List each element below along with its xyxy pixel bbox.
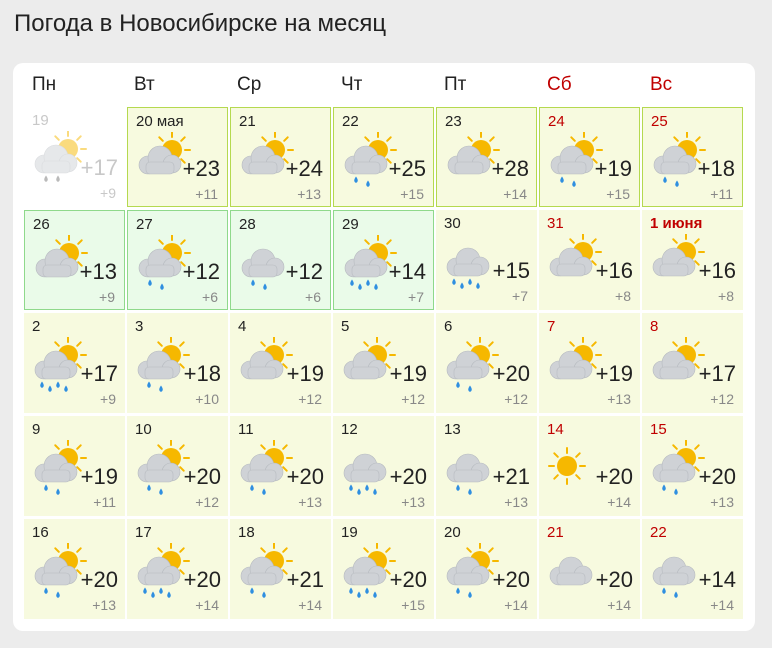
day-temperature: +20 xyxy=(595,567,633,592)
night-temperature: +8 xyxy=(615,288,631,304)
cloudy-sun-icon xyxy=(236,337,294,395)
day-number: 21 xyxy=(239,113,256,130)
night-temperature: +15 xyxy=(400,186,424,202)
day-cell[interactable] xyxy=(24,107,125,207)
day-number: 24 xyxy=(548,113,565,130)
cloudy-sun-heavy-rain-icon xyxy=(133,543,191,601)
day-cell[interactable] xyxy=(539,416,640,516)
night-temperature: +9 xyxy=(100,185,116,201)
day-temperature: +28 xyxy=(491,156,529,181)
weekday-label: Пн xyxy=(32,74,57,95)
night-temperature: +10 xyxy=(195,391,219,407)
day-cell[interactable] xyxy=(333,107,434,207)
cloudy-sun-rain-icon xyxy=(30,543,88,601)
day-number: 16 xyxy=(32,524,49,541)
day-cell[interactable] xyxy=(539,210,640,310)
day-cell[interactable] xyxy=(333,210,434,310)
day-cell[interactable] xyxy=(24,313,125,413)
day-temperature: +12 xyxy=(285,259,323,284)
day-number: 8 xyxy=(650,318,659,335)
night-temperature: +12 xyxy=(195,494,219,510)
night-temperature: +15 xyxy=(401,597,425,613)
night-temperature: +12 xyxy=(504,391,528,407)
day-cell[interactable] xyxy=(24,210,125,310)
night-temperature: +13 xyxy=(401,494,425,510)
night-temperature: +12 xyxy=(710,391,734,407)
day-number: 7 xyxy=(547,318,556,335)
day-temperature: +25 xyxy=(388,156,426,181)
day-temperature: +13 xyxy=(79,259,117,284)
cloudy-sun-heavy-rain-icon xyxy=(30,337,88,395)
weekday-label: Вс xyxy=(650,74,673,95)
day-cell[interactable] xyxy=(539,107,640,207)
weekday-label: Вт xyxy=(134,74,155,95)
day-temperature: +20 xyxy=(183,567,221,592)
day-temperature: +14 xyxy=(388,259,426,284)
night-temperature: +11 xyxy=(93,494,116,510)
weekday-label: Ср xyxy=(237,74,262,95)
night-temperature: +13 xyxy=(298,494,322,510)
day-cell[interactable] xyxy=(230,313,331,413)
day-temperature: +21 xyxy=(286,567,324,592)
cloudy-sun-rain-icon xyxy=(236,543,294,601)
day-number: 22 xyxy=(342,113,359,130)
night-temperature: +7 xyxy=(408,289,424,305)
day-temperature: +16 xyxy=(698,258,736,283)
day-cell[interactable] xyxy=(539,313,640,413)
day-temperature: +19 xyxy=(595,361,633,386)
day-cell[interactable] xyxy=(642,416,743,516)
night-temperature: +14 xyxy=(504,597,528,613)
day-cell[interactable] xyxy=(436,107,537,207)
sun-icon xyxy=(545,440,603,498)
day-cell[interactable] xyxy=(230,210,331,310)
night-temperature: +13 xyxy=(92,597,116,613)
day-temperature: +17 xyxy=(698,361,736,386)
cloudy-sun-heavy-rain-icon xyxy=(339,543,397,601)
day-number: 9 xyxy=(32,421,41,438)
day-cell[interactable] xyxy=(127,519,228,619)
night-temperature: +14 xyxy=(195,597,219,613)
day-number: 10 xyxy=(135,421,152,438)
cloudy-sun-rain-icon xyxy=(442,337,500,395)
night-temperature: +11 xyxy=(195,186,218,202)
night-temperature: +9 xyxy=(99,289,115,305)
cloudy-sun-icon xyxy=(648,337,706,395)
cloud-heavy-rain-icon xyxy=(339,440,397,498)
cloudy-sun-snow-icon xyxy=(30,131,88,189)
day-temperature: +19 xyxy=(389,361,427,386)
day-temperature: +24 xyxy=(285,156,323,181)
day-temperature: +16 xyxy=(595,258,633,283)
night-temperature: +13 xyxy=(504,494,528,510)
day-cell[interactable] xyxy=(24,416,125,516)
day-temperature: +20 xyxy=(183,464,221,489)
night-temperature: +14 xyxy=(710,597,734,613)
night-temperature: +7 xyxy=(512,288,528,304)
day-number: 22 xyxy=(650,524,667,541)
day-number: 3 xyxy=(135,318,144,335)
night-temperature: +14 xyxy=(503,186,527,202)
cloudy-sun-icon xyxy=(339,337,397,395)
night-temperature: +15 xyxy=(606,186,630,202)
day-temperature: +20 xyxy=(492,567,530,592)
day-cell[interactable] xyxy=(333,519,434,619)
day-cell[interactable] xyxy=(127,416,228,516)
day-cell[interactable] xyxy=(127,210,228,310)
day-number: 29 xyxy=(342,216,359,233)
cloud-heavy-rain-icon xyxy=(442,234,500,292)
night-temperature: +14 xyxy=(298,597,322,613)
day-number: 5 xyxy=(341,318,350,335)
day-temperature: +18 xyxy=(697,156,735,181)
day-cell[interactable] xyxy=(642,210,743,310)
day-cell[interactable] xyxy=(333,416,434,516)
day-number: 15 xyxy=(650,421,667,438)
day-temperature: +19 xyxy=(594,156,632,181)
day-cell[interactable] xyxy=(127,107,228,207)
day-number: 20 xyxy=(444,524,461,541)
cloudy-sun-icon xyxy=(545,234,603,292)
cloudy-sun-icon xyxy=(648,234,706,292)
day-number: 14 xyxy=(547,421,564,438)
day-cell[interactable] xyxy=(436,416,537,516)
day-number: 1 июня xyxy=(650,215,703,232)
cloudy-sun-icon xyxy=(545,337,603,395)
day-cell[interactable] xyxy=(436,519,537,619)
day-number: 23 xyxy=(445,113,462,130)
cloudy-sun-rain-icon xyxy=(442,543,500,601)
cloudy-sun-rain-icon xyxy=(236,440,294,498)
night-temperature: +13 xyxy=(710,494,734,510)
cloudy-sun-rain-icon xyxy=(133,440,191,498)
day-cell[interactable] xyxy=(642,313,743,413)
night-temperature: +9 xyxy=(100,391,116,407)
day-temperature: +19 xyxy=(286,361,324,386)
night-temperature: +13 xyxy=(297,186,321,202)
night-temperature: +13 xyxy=(607,391,631,407)
cloud-rain-icon xyxy=(648,543,706,601)
day-temperature: +20 xyxy=(389,567,427,592)
night-temperature: +6 xyxy=(305,289,321,305)
day-cell[interactable] xyxy=(436,313,537,413)
day-temperature: +15 xyxy=(492,258,530,283)
day-cell[interactable] xyxy=(539,519,640,619)
day-cell[interactable] xyxy=(24,519,125,619)
day-number: 31 xyxy=(547,215,564,232)
day-temperature: +20 xyxy=(698,464,736,489)
day-number: 19 xyxy=(32,112,49,129)
day-number: 30 xyxy=(444,215,461,232)
day-number: 17 xyxy=(135,524,152,541)
day-temperature: +18 xyxy=(183,361,221,386)
cloudy-sun-rain-icon xyxy=(30,440,88,498)
day-temperature: +20 xyxy=(595,464,633,489)
day-cell[interactable] xyxy=(642,519,743,619)
night-temperature: +11 xyxy=(710,186,733,202)
day-number: 12 xyxy=(341,421,358,438)
day-temperature: +14 xyxy=(698,567,736,592)
day-temperature: +19 xyxy=(80,464,118,489)
day-temperature: +17 xyxy=(80,361,118,386)
day-temperature: +17 xyxy=(80,155,118,180)
day-temperature: +23 xyxy=(182,156,220,181)
day-number: 26 xyxy=(33,216,50,233)
day-cell[interactable] xyxy=(333,313,434,413)
day-number: 19 xyxy=(341,524,358,541)
day-number: 27 xyxy=(136,216,153,233)
weekday-label: Сб xyxy=(547,74,572,95)
day-temperature: +12 xyxy=(182,259,220,284)
cloudy-sun-rain-icon xyxy=(133,337,191,395)
day-temperature: +20 xyxy=(389,464,427,489)
cloud-icon xyxy=(545,543,603,601)
day-number: 2 xyxy=(32,318,41,335)
day-number: 28 xyxy=(239,216,256,233)
day-temperature: +20 xyxy=(492,361,530,386)
day-cell[interactable] xyxy=(230,519,331,619)
night-temperature: +14 xyxy=(607,597,631,613)
weekday-label: Пт xyxy=(444,74,467,95)
cloudy-sun-rain-icon xyxy=(648,440,706,498)
day-number: 6 xyxy=(444,318,453,335)
day-cell[interactable] xyxy=(230,107,331,207)
day-temperature: +21 xyxy=(492,464,530,489)
day-number: 21 xyxy=(547,524,564,541)
day-number: 11 xyxy=(238,421,254,438)
day-number: 25 xyxy=(651,113,668,130)
cloud-rain-icon xyxy=(442,440,500,498)
day-temperature: +20 xyxy=(80,567,118,592)
night-temperature: +14 xyxy=(607,494,631,510)
day-temperature: +20 xyxy=(286,464,324,489)
day-cell[interactable] xyxy=(127,313,228,413)
day-cell[interactable] xyxy=(230,416,331,516)
day-number: 20 мая xyxy=(136,113,184,130)
day-cell[interactable] xyxy=(436,210,537,310)
day-number: 13 xyxy=(444,421,461,438)
day-number: 18 xyxy=(238,524,255,541)
day-cell[interactable] xyxy=(642,107,743,207)
night-temperature: +12 xyxy=(401,391,425,407)
night-temperature: +6 xyxy=(202,289,218,305)
night-temperature: +12 xyxy=(298,391,322,407)
night-temperature: +8 xyxy=(718,288,734,304)
day-number: 4 xyxy=(238,318,247,335)
page-title: Погода в Новосибирске на месяц xyxy=(14,10,387,37)
weekday-label: Чт xyxy=(341,74,363,95)
